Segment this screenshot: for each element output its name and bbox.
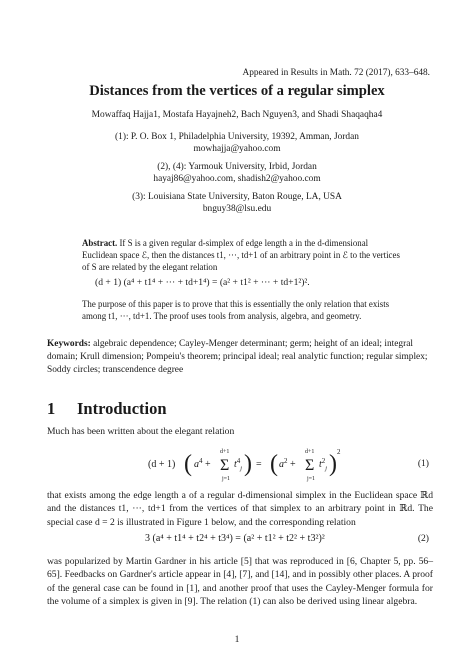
publication-note: Appeared in Results in Math. 72 (2017), 633–648. <box>242 68 430 78</box>
equation-1 <box>148 443 398 485</box>
svg-text:(: ( <box>270 451 278 477</box>
affiliation-line: (1): P. O. Box 1, Philadelphia University, 19392, Amman, Jordan <box>115 132 359 142</box>
svg-text:a2 +: $a^2$ + <box>279 457 296 470</box>
section-title: Introduction <box>77 399 167 418</box>
keywords-block <box>47 338 433 377</box>
section-heading <box>47 399 167 419</box>
keywords-label: Keywords: <box>47 339 91 349</box>
abstract-paragraph <box>82 237 400 273</box>
affiliation-line: (3): Louisiana State University, Baton Rouge, LA, USA <box>132 192 342 202</box>
abstract-paragraph: The purpose of this paper is to prove that this is essentially the only relation that exists among t1, ···, td+1. The proof uses tools from analysis, algebra, and geometry. <box>82 299 390 321</box>
paper-title: Distances from the vertices of a regular simplex <box>89 83 385 99</box>
svg-text:2: 2 <box>337 448 341 456</box>
svg-text:(: ( <box>184 451 192 477</box>
svg-text:a4 +: $a^4$ + <box>194 457 211 470</box>
body-paragraph: was popularized by Martin Gardner in his article [5] that was reproduced in [6, Chapter 5, pp. 56–65]. Feedbacks on Gardner's article appear in [4], [7], and [14], and in possibly other places. A proof of the general case can be found in [1], and another proof that uses the Cayley-Menger formula for the volume of a simplex is given in [9]. The relation (1) can also be derived using linear algebra. <box>47 556 433 607</box>
author-list: Mowaffaq Hajja1, Mostafa Hayajneh2, Bach Nguyen3, and Shadi Shaqaqha4 <box>91 110 383 120</box>
equation-number: (2) <box>417 533 429 544</box>
svg-text:j=1: j=1 <box>307 476 316 482</box>
equation-2: 3 (a⁴ + t1⁴ + t2⁴ + t3⁴) = (a² + t1² + t2² + t3²)² <box>145 533 325 544</box>
keywords-text: algebraic dependence; Cayley-Menger determinant; germ; height of an ideal; integral domain; Krull dimension; Pompeiu's theorem; principal ideal; real analytic function; regular simplex; Soddy circles; transcendence degree <box>47 339 428 375</box>
svg-text:): ) <box>244 451 252 477</box>
body-paragraph: that exists among the edge length a of a regular d-dimensional simplex in the Euclidean space ℝd and the distances t1, ···, td+1 from the vertices of that simplex to an arbitrary point in ℝd. The special case d = 2 is illustrated in Figure 1 below, and the corresponding relation <box>47 490 433 528</box>
abstract-equation: (d + 1) (a⁴ + t1⁴ + ··· + td+1⁴) = (a² + t1² + ··· + td+1²)². <box>95 277 310 288</box>
abstract-label: Abstract. <box>82 238 118 248</box>
abstract-text: If S is a given regular d-simplex of edge length a in the d-dimensional Euclidean space ℰ, then the distances t1, ···, td+1 of an arbitrary point in ℰ to the vertices of S are related by the elegant relation <box>82 238 400 272</box>
email-line: mowhajja@yahoo.com <box>193 144 281 154</box>
svg-text:j=1: j=1 <box>222 476 231 482</box>
email-line: bnguy38@lsu.edu <box>202 204 272 214</box>
svg-text:=: = <box>256 459 262 470</box>
page-number: 1 <box>234 634 240 645</box>
affiliation-line: (2), (4): Yarmouk University, Irbid, Jordan <box>157 162 317 172</box>
svg-text:): ) <box>329 451 337 477</box>
body-paragraph: Much has been written about the elegant relation <box>47 426 235 437</box>
svg-text:d+1: d+1 <box>305 449 315 455</box>
email-line: hayaj86@yahoo.com, shadish2@yahoo.com <box>153 174 321 184</box>
svg-text:Σ: Σ <box>220 457 230 474</box>
svg-text:t2j: $t^2_j$ <box>319 457 327 472</box>
svg-text:d+1: d+1 <box>220 449 230 455</box>
svg-text:(d + 1): (d + 1) <box>148 459 176 470</box>
svg-text:t4j: $t^4_j$ <box>234 457 242 472</box>
section-number: 1 <box>47 399 56 418</box>
svg-text:Σ: Σ <box>305 457 315 474</box>
equation-number: (1) <box>417 458 429 469</box>
